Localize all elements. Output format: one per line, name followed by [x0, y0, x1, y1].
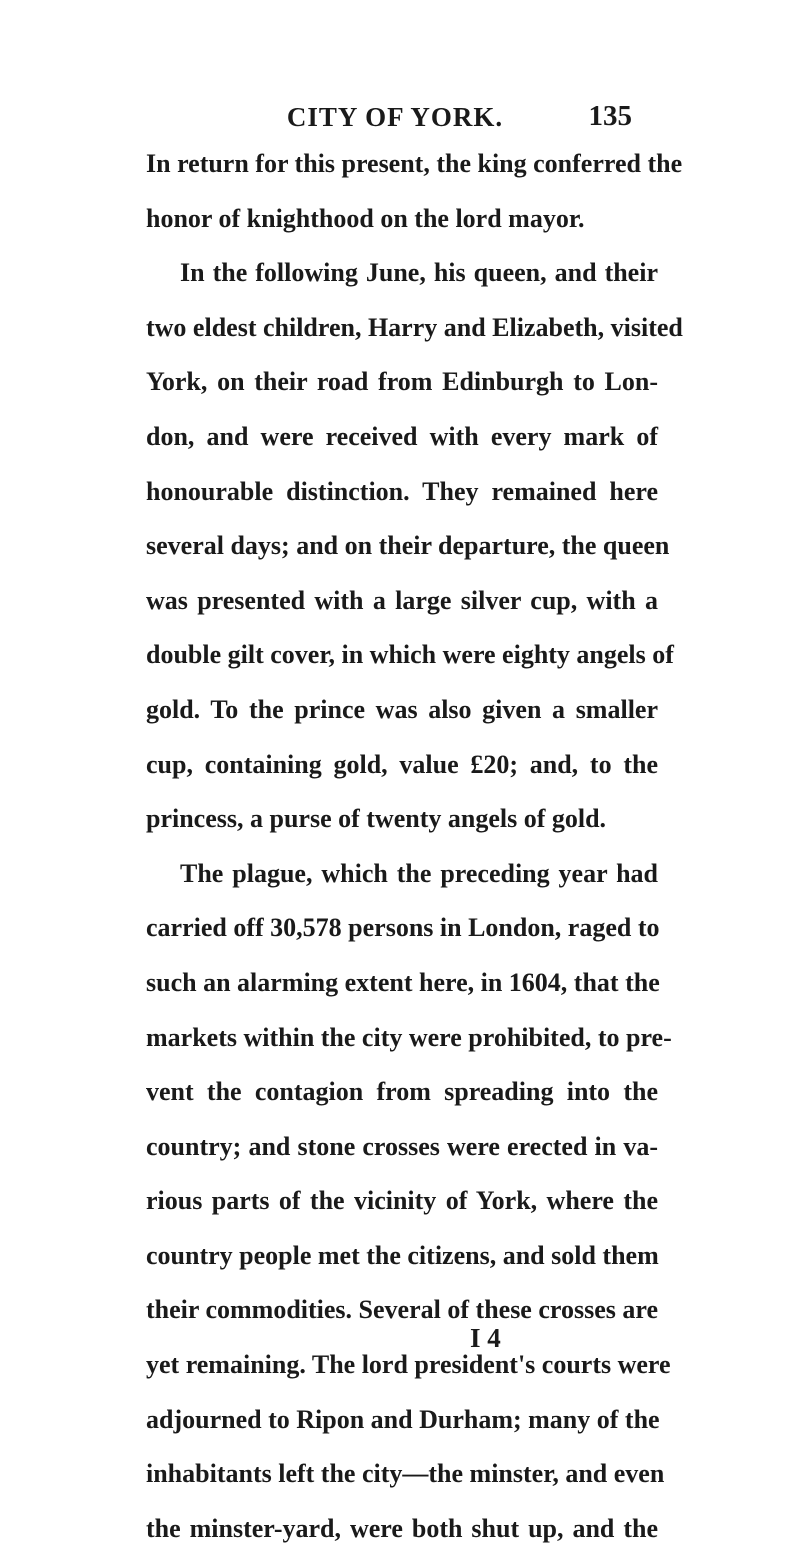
body-text: [146, 137, 683, 1556]
signature-mark: I 4: [470, 1323, 501, 1353]
text-line: inhabitants left the city—the minster, and even: [146, 1459, 665, 1489]
text-line: cup, containing gold, value £20; and, to the: [146, 749, 658, 779]
text-line: carried off 30,578 persons in London, raged to: [146, 913, 660, 943]
text-line: vent the contagion from spreading into the: [146, 1077, 658, 1107]
text-line: The plague, which the preceding year had: [180, 858, 658, 888]
text-line: adjourned to Ripon and Durham; many of the: [146, 1404, 660, 1434]
text-line: markets within the city were prohibited, to pre-: [146, 1022, 672, 1052]
text-line: their commodities. Several of these crosses are: [146, 1295, 658, 1325]
text-line: princess, a purse of twenty angels of gold.: [146, 804, 607, 834]
text-line: such an alarming extent here, in 1604, that the: [146, 967, 660, 997]
text-line: country people met the citizens, and sold them: [146, 1240, 659, 1270]
text-line: was presented with a large silver cup, with a: [146, 585, 658, 615]
page-number: 135: [588, 100, 632, 132]
running-title: CITY OF YORK.: [286, 102, 504, 132]
text-line: In return for this present, the king conferred the: [146, 149, 683, 178]
text-line: two eldest children, Harry and Elizabeth, visited: [146, 312, 683, 342]
text-line: York, on their road from Edinburgh to Lon-: [146, 367, 658, 397]
text-line: honourable distinction. They remained here: [146, 476, 658, 506]
text-line: country; and stone crosses were erected in va-: [146, 1131, 658, 1161]
text-line: honor of knighthood on the lord mayor.: [146, 203, 585, 233]
text-line: rious parts of the vicinity of York, where the: [146, 1186, 658, 1216]
text-line: yet remaining. The lord president's courts were: [146, 1350, 671, 1380]
text-line: gold. To the prince was also given a smaller: [146, 694, 658, 724]
text-line: In the following June, his queen, and their: [180, 258, 658, 288]
text-line: don, and were received with every mark of: [146, 421, 658, 451]
text-line: the minster-yard, were both shut up, and the: [146, 1513, 658, 1543]
text-line: several days; and on their departure, the queen: [146, 531, 670, 561]
text-line: double gilt cover, in which were eighty angels of: [146, 640, 674, 670]
